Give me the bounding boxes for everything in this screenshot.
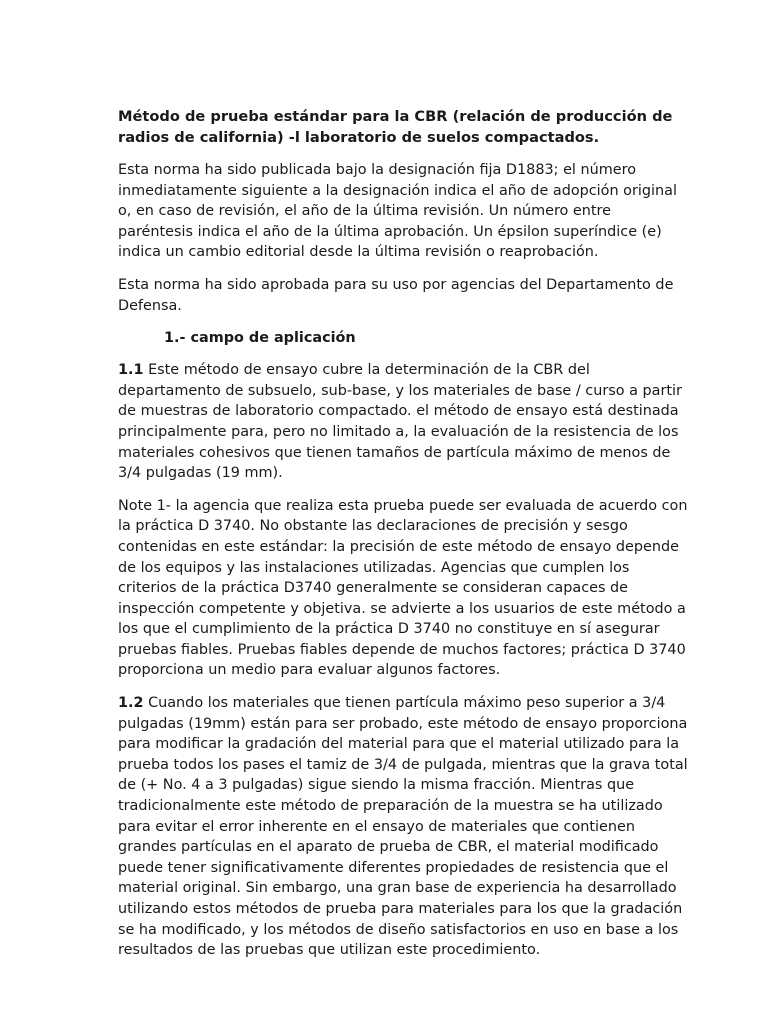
document-page	[118, 106, 688, 973]
note-1: Note 1- la agencia que realiza esta prueba puede ser evaluada de acuerdo con la práctica D 3740. No obstante las declaraciones de precisión y sesgo contenidas en este estándar: la precisión de este método de ensayo depende de los equipos y las instalaciones utilizadas. Agencias que cumplen los criterios de la práctica D3740 generalmente se consideran capaces de inspección competente y objetiva. se advierte a los usuarios de este método a los que el cumplimiento de la práctica D 3740 no constituye en sí asegurar pruebas fiables. Pruebas fiables depende de muchos factores; práctica D 3740 proporciona un medio para evaluar algunos factores.	[118, 497, 688, 679]
intro-paragraph-designation: Esta norma ha sido publicada bajo la designación fija D1883; el número inmediatamente siguiente a la designación indica el año de adopción original o, en caso de revisión, el año de la última revisión. Un número entre paréntesis indica el año de la última aprobación. Un épsilon superíndice (e) indica un cambio editorial desde la última revisión o reaprobación.	[118, 162, 677, 261]
document-title: Método de prueba estándar para la CBR (relación de producción de radios de california) -l laboratorio de suelos compactados.	[118, 108, 673, 146]
clause-1-2	[118, 693, 688, 961]
intro-paragraph-approval: Esta norma ha sido aprobada para su uso por agencias del Departamento de Defensa.	[118, 276, 674, 314]
clause-number: 1.1	[118, 362, 144, 379]
clause-1-1	[118, 360, 688, 484]
clause-number: 1.2	[118, 695, 144, 712]
clause-text: Cuando los materiales que tienen partícula máximo peso superior a 3/4 pulgadas (19mm) están para ser probado, este método de ensayo proporciona para modificar la gradación del material para que el material utilizado para la prueba todos los pases el tamiz de 3/4 de pulgada, mientras que la grava total de (+ No. 4 a 3 pulgadas) sigue siendo la misma fracción. Mientras que tradicionalmente este método de preparación de la muestra se ha utilizado para evitar el error inherente en el ensayo de materiales que contienen grandes partículas en el aparato de prueba de CBR, el material modificado puede tener significativamente diferentes propiedades de resistencia que el material original. Sin embargo, una gran base de experiencia ha desarrollado utilizando estos métodos de prueba para materiales para los que la gradación se ha modificado, y los métodos de diseño satisfactorios en uso en base a los resultados de las pruebas que utilizan este procedimiento.	[118, 695, 688, 959]
section-heading-scope: 1.- campo de aplicación	[164, 330, 356, 347]
clause-text: Este método de ensayo cubre la determinación de la CBR del departamento de subsuelo, sub-base, y los materiales de base / curso a partir de muestras de laboratorio compactado. el método de ensayo está destinada principalmente para, pero no limitado a, la evaluación de la resistencia de los materiales cohesivos que tienen tamaños de partícula máximo de menos de 3/4 pulgadas (19 mm).	[118, 362, 682, 482]
